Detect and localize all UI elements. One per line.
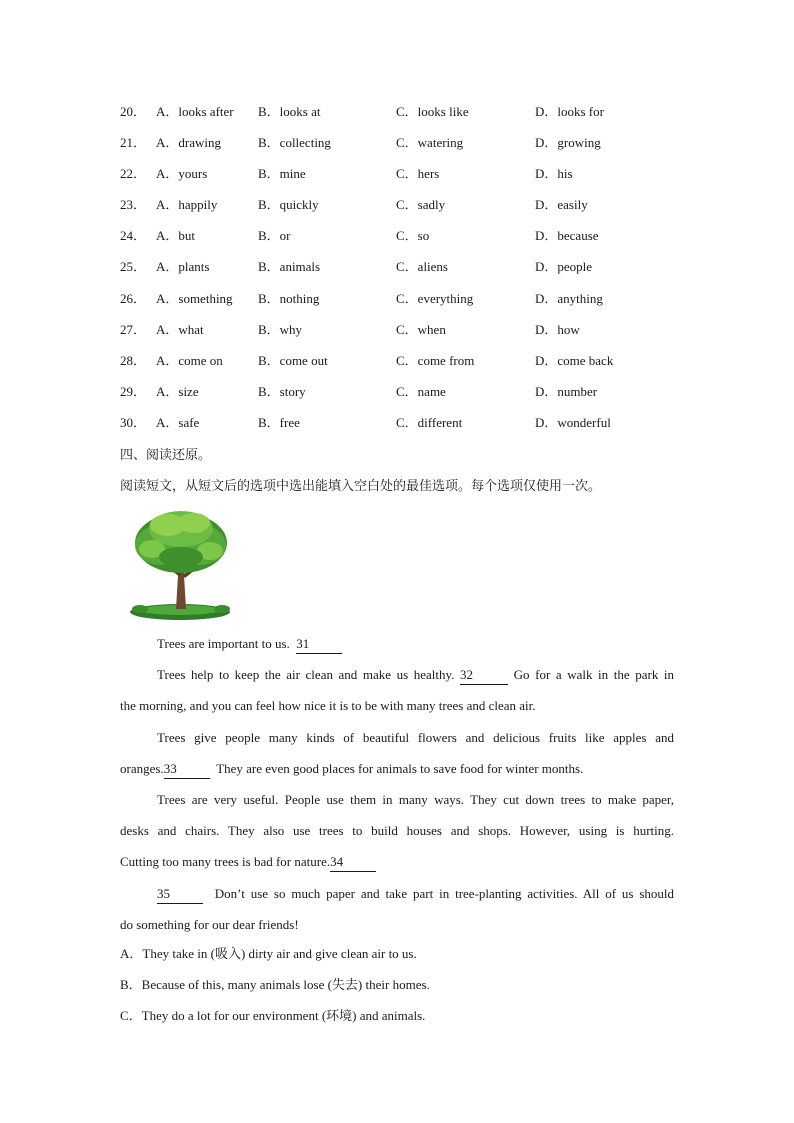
option-d: D．his [535,166,573,182]
question-row [120,131,680,162]
question-row [120,193,680,224]
question-row [120,100,680,131]
option-a: A．but [156,228,196,244]
option-a: A．plants [156,259,210,275]
option-d: D．because [535,228,599,244]
paragraph-line: Trees give people many kinds of beautiful flowers and delicious fruits like apples and [157,730,674,745]
option-c: C．when [396,321,446,337]
paragraph-line: desks and chairs. They also use trees to build houses and shops. However, using is hurting. [120,823,674,839]
paragraph-5 [120,878,674,940]
question-row [120,255,680,286]
question-number: 23． [120,197,147,213]
option-b: B．collecting [258,135,331,151]
question-row [120,224,680,255]
question-number: 20． [120,104,147,119]
option-c: C．looks like [396,104,469,119]
option-a: A．looks after [156,104,234,119]
question-number: 22． [120,166,147,182]
sentence: Trees are important to us. [157,636,290,651]
option-b: B．mine [258,166,306,182]
option-d: D．wonderful [535,414,611,430]
option-a: A．come on [156,352,223,368]
option-b: B．why [258,321,303,337]
option-d: D．growing [535,135,601,151]
question-number: 24． [120,228,147,244]
option-d: D．how [535,321,580,337]
paragraph-line: do something for our dear friends! [120,917,299,933]
option-c: C．hers [396,166,440,182]
option-b: B．animals [258,259,321,275]
answer-blank-33: 33 [164,760,210,779]
sentence: Cutting too many trees is bad for nature. [120,854,331,870]
question-number: 29． [120,383,147,399]
sentence: oranges. [120,761,164,777]
option-d: D．looks for [535,104,604,119]
option-d: D．easily [535,197,588,213]
sentence: Go for a walk in the park in [513,667,675,682]
question-number: 21． [120,135,147,151]
option-c: C．sadly [396,197,446,213]
option-b: B．quickly [258,197,319,213]
section-title: 四、阅读还原。 [120,448,212,463]
paragraph-4 [120,784,674,878]
option-c: C．everything [396,290,474,306]
option-a: A．drawing [156,135,221,151]
tree-illustration [126,505,236,621]
sentence: Don’t use so much paper and take part in tree-planting activities. All of us should [214,886,674,901]
option-a: A．size [156,383,199,399]
option-d: D．number [535,383,598,399]
section-instruction: 阅读短文，从短文后的选项中选出能填入空白处的最佳选项。每个选项仅使用一次。 [120,479,602,494]
paragraph-3 [120,722,674,784]
option-c: C．They do a lot for our environment (环境) and animals. [120,1008,426,1023]
question-row [120,287,680,318]
option-c: C．name [396,383,446,399]
option-b: B．or [258,228,291,244]
option-a: A．yours [156,166,208,182]
option-b: B．come out [258,352,328,368]
question-row [120,380,680,411]
option-b: B．story [258,383,306,399]
option-b: B．free [258,414,300,430]
question-row [120,411,680,442]
option-a: A．They take in (吸入) dirty air and give clean air to us. [120,946,417,961]
answer-blank-31: 31 [296,635,342,654]
paragraph-1 [120,628,674,659]
answer-blank-34: 34 [330,853,376,872]
option-b: B．nothing [258,290,320,306]
question-number: 28． [120,352,147,368]
option-c: C．come from [396,352,475,368]
question-number: 27． [120,321,147,337]
question-row [120,318,680,349]
question-row [120,162,680,193]
option-b: B．looks at [258,104,321,119]
option-c: C．so [396,228,430,244]
paragraph-2 [120,659,674,721]
option-d: D．anything [535,290,603,306]
option-c: C．aliens [396,259,448,275]
option-a: A．safe [156,414,200,430]
answer-blank-32: 32 [460,666,508,685]
multiple-choice-list [120,100,680,442]
option-d: D．come back [535,352,614,368]
sentence: They are even good places for animals to save food for winter months. [216,761,584,777]
option-b: B．Because of this, many animals lose (失去) their homes. [120,977,430,992]
option-a: A．happily [156,197,218,213]
option-d: D．people [535,259,593,275]
question-row [120,349,680,380]
option-c: C．different [396,414,463,430]
paragraph-line: Trees are very useful. People use them in many ways. They cut down trees to make paper, [157,792,674,807]
sentence: Trees help to keep the air clean and make us healthy. [157,667,455,682]
option-a: A．something [156,290,233,306]
question-number: 30． [120,414,147,430]
question-number: 25． [120,259,147,275]
answer-blank-35: 35 [157,885,203,904]
paragraph-line: the morning, and you can feel how nice it is to be with many trees and clean air. [120,698,536,714]
option-c: C．watering [396,135,464,151]
question-number: 26． [120,290,147,306]
option-a: A．what [156,321,204,337]
